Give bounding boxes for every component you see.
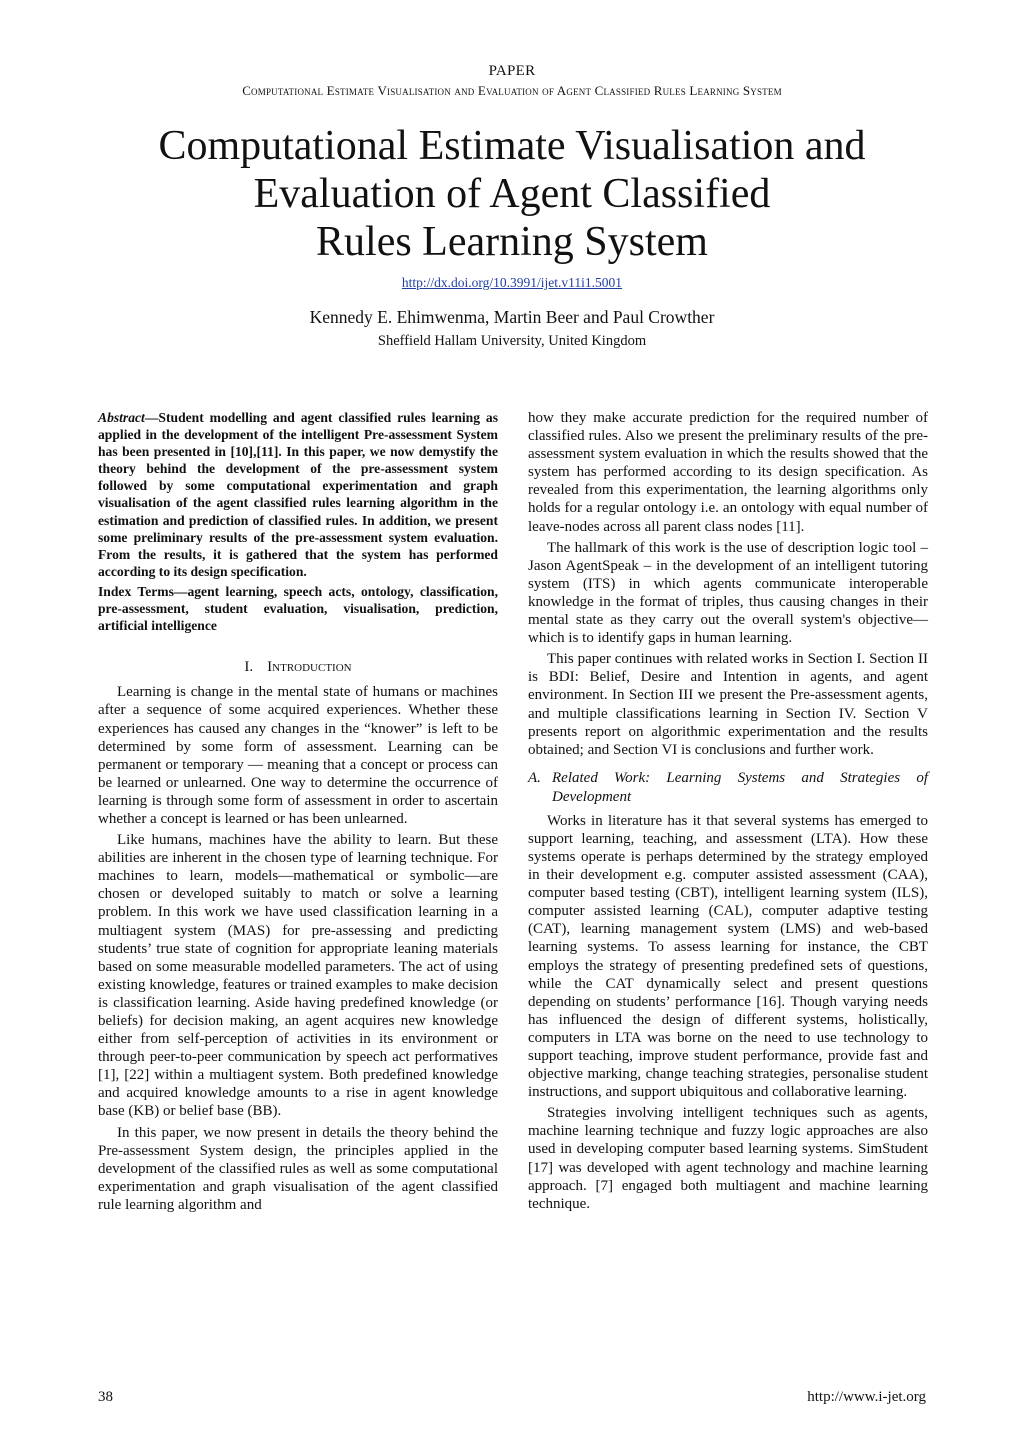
paper-title-line: Evaluation of Agent Classified [253, 171, 771, 217]
page-number: 38 [98, 1389, 113, 1405]
running-header-label: PAPER [488, 63, 536, 79]
abstract-text: —Student modelling and agent classified rules learning as applied in the development of the intelligent Pre-assessment System has been presented in [10],[11]. In this paper, we now demystify the theory behind the development of the pre-assessment system followed by some computational experimentation and graph visualisation of the agent classified rules learning algorithm in the estimation and prediction of classified rules. In addition, we present some preliminary results of the pre-assessment system evaluation. From the results, it is gathered that the system has performed according to its design specification. [98, 410, 498, 579]
paragraph: In this paper, we now present in details the theory behind the Pre-assessment System design, the principles applied in the development of the classified rules as well as some computational experimentation and graph visualisation of the agent classified rule learning algorithm and [98, 1124, 498, 1213]
author-list: Kennedy E. Ehimwenma, Martin Beer and Paul Crowther [309, 307, 715, 327]
section-number: I. [244, 659, 254, 676]
paper-title-line: Computational Estimate Visualisation and [158, 123, 866, 169]
subsection-title: Related Work: Learning Systems and Strategies of Development [552, 769, 928, 805]
paragraph: This paper continues with related works in Section I. Section II is BDI: Belief, Desire and Intention in agents, and agent environment. In Section III we present the Pre-assessment agents, and multiple classifications learning in Section IV. Section V presents report on algorithmic experimentation and the results obtained; and Section VI is conclusions and further work. [528, 651, 928, 758]
paper-title [110, 122, 914, 266]
left-column [98, 409, 498, 1214]
subsection-number: A. [528, 769, 541, 786]
doi-link[interactable]: http://dx.doi.org/10.3991/ijet.v11i1.5001 [401, 275, 623, 290]
paragraph: Works in literature has it that several systems has emerged to support learning, teaching, and assessment (LTA). How these systems operate is perhaps determined by the strategy employed in their development e.g. computer assisted assessment (CAA), computer based testing (CBT), intelligent learning system (ILS), computer assisted learning (CAL), computer adaptive testing (CAT), learning management system (LMS) and web-based learning systems. To assess learning for instance, the CBT employs the strategy of presenting predefined sets of questions, while the CAT dynamically select and present questions depending on students’ performance [16]. Though varying needs has influenced the design of different systems, holistically, computers in LTA was borne on the need to use technology to support teaching, improve student performance, provide fast and objective marking, change teaching strategies, personalise student instructions, and support ubiquitous and collaborative learning. [528, 812, 928, 1101]
abstract [98, 409, 498, 580]
paragraph: Strategies involving intelligent techniques such as agents, machine learning technique and fuzzy logic approaches are also used in developing computer based learning systems. SimStudent [17] was developed with agent technology and machine learning approach. [7] engaged both multiagent and machine learning technique. [528, 1105, 928, 1212]
running-header-title: Computational Estimate Visualisation and Evaluation of Agent Classified Rules Learning System [242, 83, 782, 98]
section-title: Introduction [267, 659, 352, 676]
right-column [528, 409, 928, 1213]
footer-url-link[interactable]: http://www.i-jet.org [807, 1389, 926, 1405]
paragraph: Like humans, machines have the ability to learn. But these abilities are inherent in the chosen type of learning technique. For machines to learn, models—mathematical or symbolic—are chosen or developed suitably to match or solve a learning problem. In this work we have used classification learning in a multiagent system (MAS) for pre-assessing and predicting students’ true state of cognition for appropriate leaning materials based on some measurable modelled parameters. The act of using existing knowledge, features or trained examples to make decision is classification learning. Aside having predefined knowledge (or beliefs) for decision making, an agent acquires new knowledge either from self-perception of activities in its environment or through peer-to-peer communication by speech act performatives [1], [22] within a multiagent system. Both predefined knowledge and acquired knowledge amounts to a rise in agent knowledge base (KB) or belief base (BB). [98, 832, 498, 1120]
affiliation: Sheffield Hallam University, United Kingdom [377, 333, 647, 349]
section-heading-introduction [98, 658, 498, 676]
paragraph: The hallmark of this work is the use of description logic tool – Jason AgentSpeak – in the development of an intelligent tutoring system (ITS) in which agents communicate interoperable knowledge in the format of triples, thus causing changes in their mental state as they carry out the overall system's objective—which is to identify gaps in human learning. [528, 539, 928, 647]
paragraph-continued: how they make accurate prediction for the required number of classified rules. Also we present the preliminary results of the pre-assessment system evaluation in which the results showed that the system has performed according to its design specification. As revealed from this experimentation, the learning algorithms only holds for a regular ontology i.e. an ontology with equal number of leave-nodes across all parent class nodes [11]. [528, 410, 928, 535]
subsection-heading-related-work [528, 769, 928, 807]
paper-title-line: Rules Learning System [316, 219, 708, 265]
abstract-label: Abstract [98, 410, 145, 425]
index-terms: Index Terms—agent learning, speech acts, ontology, classification, pre-assessment, student evaluation, visualisation, prediction, artificial intelligence [98, 583, 498, 634]
paragraph: Learning is change in the mental state of humans or machines after a sequence of some acquired experiences. Whether these experiences has caused any changes in the “knower” is left to be determined by some form of assessment. Learning can be permanent or temporary — meaning that a concept or process can be learned or unlearned. One way to determine the occurrence of learning is through some form of assessment in order to ascertain whether a concept is learned or has been unlearned. [98, 684, 498, 827]
